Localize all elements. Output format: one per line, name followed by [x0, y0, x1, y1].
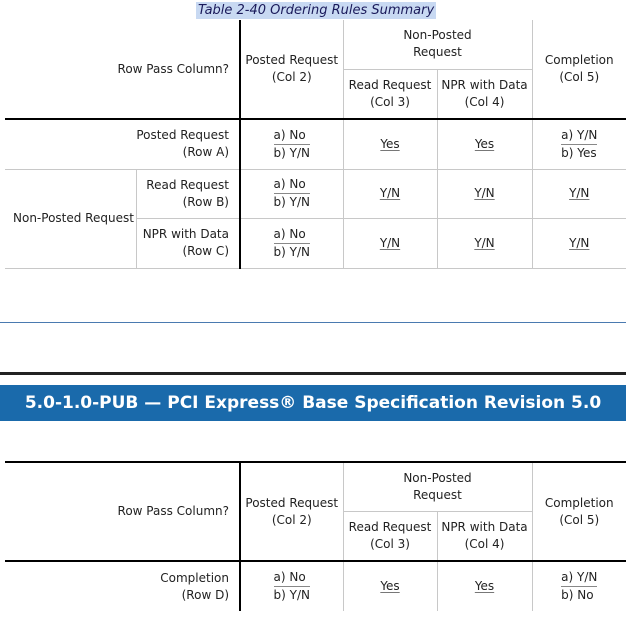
- row-a-col3: Yes: [343, 119, 437, 169]
- header2-row-pass-column: Row Pass Column?: [5, 462, 240, 561]
- row-b-col5: Y/N: [532, 169, 626, 218]
- header-read-request: Read Request (Col 3): [343, 69, 437, 119]
- header2-npr-with-data: NPR with Data (Col 4): [437, 511, 532, 561]
- header-non-posted-request: Non-Posted Request: [343, 20, 532, 69]
- row-c-label: NPR with Data (Row C): [136, 218, 240, 268]
- row-d-col2: $\frac{a) No}{b) Y/N}$: [240, 561, 343, 611]
- header2-read-request: Read Request (Col 3): [343, 511, 437, 561]
- header2-non-posted-request: Non-Posted Request: [343, 462, 532, 511]
- row-c-col2: $\frac{a) No}{b) Y/N}$: [240, 218, 343, 268]
- header-row-pass-column: Row Pass Column?: [5, 20, 240, 119]
- row-a-label: Posted Request (Row A): [5, 119, 240, 169]
- row-d-col5: $\frac{a) Y/N}{b) No}$: [532, 561, 626, 611]
- header-npr-with-data: NPR with Data (Col 4): [437, 69, 532, 119]
- header2-completion: Completion (Col 5): [532, 462, 626, 561]
- row-d-col4: Yes: [437, 561, 532, 611]
- ordering-rules-table-continued: [5, 461, 626, 611]
- row-c-col4: Y/N: [437, 218, 532, 268]
- table-caption: [196, 2, 436, 19]
- page-break-rule: [0, 372, 626, 375]
- row-b-col3: Y/N: [343, 169, 437, 218]
- row-a-col2: $\frac{a) No}{b) Y/N}$: [240, 119, 343, 169]
- table-row-d: [5, 561, 626, 611]
- table-row-a: [5, 119, 626, 169]
- table-row-b: [5, 169, 626, 218]
- row-b-col4: Y/N: [437, 169, 532, 218]
- row-a-col4: Yes: [437, 119, 532, 169]
- non-posted-request-group-label: Non-Posted Request: [5, 169, 136, 268]
- header-completion: Completion (Col 5): [532, 20, 626, 119]
- row-b-col2: $\frac{a) No}{b) Y/N}$: [240, 169, 343, 218]
- row-b-label: Read Request (Row B): [136, 169, 240, 218]
- page-divider: [0, 322, 626, 323]
- spec-banner: 5.0-1.0-PUB — PCI Express® Base Specification Revision 5.0 Version 1.0: [0, 385, 626, 421]
- row-d-label: Completion (Row D): [160, 570, 229, 602]
- header2-posted-request: Posted Request (Col 2): [240, 462, 343, 561]
- row-c-col5: Y/N: [532, 218, 626, 268]
- ordering-rules-table: [5, 20, 626, 269]
- header-posted-request: Posted Request (Col 2): [240, 20, 343, 119]
- row-a-col5: a) Y/N b) Yes: [532, 119, 626, 169]
- caption-text: Table 2-40 Ordering Rules Summary: [198, 3, 435, 18]
- row-d-col3: Yes: [343, 561, 437, 611]
- row-c-col3: Y/N: [343, 218, 437, 268]
